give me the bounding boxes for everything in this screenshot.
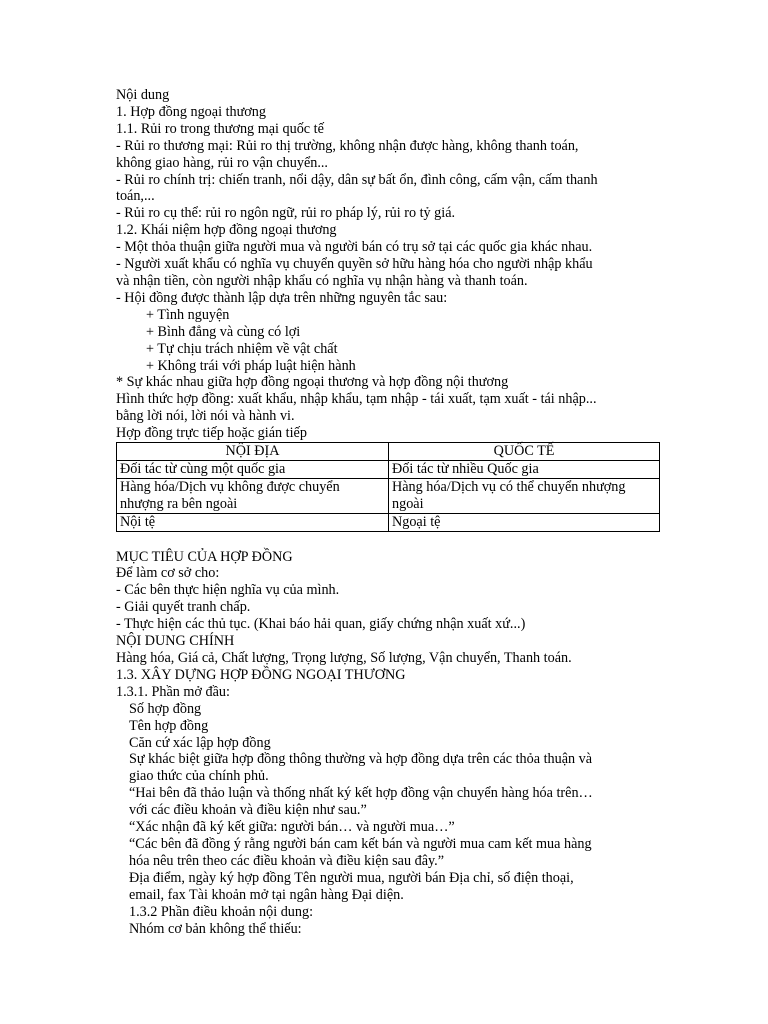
opening-section xyxy=(116,701,676,938)
text-line: Căn cứ xác lập hợp đồng xyxy=(129,734,271,751)
text-line: không giao hàng, rủi ro vận chuyển... xyxy=(116,154,328,171)
text-line: toán,... xyxy=(116,188,155,205)
objectives-section xyxy=(116,549,676,701)
principles-list xyxy=(116,307,676,375)
section-1-heading: 1. Hợp đồng ngoại thương xyxy=(116,103,266,120)
comparison-intro xyxy=(116,374,676,442)
text-line: - Một thỏa thuận giữa người mua và người bán có trụ sở tại các quốc gia khác nhau. xyxy=(116,239,593,256)
text-line: giao thức của chính phủ. xyxy=(129,768,269,785)
section-1-3-1-heading: 1.3.1. Phần mở đầu: xyxy=(116,683,230,700)
section-1-2-heading: 1.2. Khái niệm hợp đồng ngoại thương xyxy=(116,222,337,239)
text-line: Nhóm cơ bản không thể thiếu: xyxy=(129,920,302,937)
text-line: “Các bên đã đồng ý rằng người bán cam kết bán và người mua cam kết mua hàng xyxy=(129,835,592,852)
text-line: hóa nêu trên theo các điều khoản và điều kiện sau đây.” xyxy=(129,852,445,869)
text-line: email, fax Tài khoản mở tại ngân hàng Đại diện. xyxy=(129,886,404,903)
text-line: - Rủi ro chính trị: chiến tranh, nổi dậy, dân sự bất ổn, đình công, cấm vận, cấm thanh xyxy=(116,171,598,188)
text-line: Số hợp đồng xyxy=(129,700,202,717)
document-page xyxy=(116,87,676,937)
table-cell: Nội tệ xyxy=(117,513,389,531)
text-line: Hàng hóa, Giá cả, Chất lượng, Trọng lượng, Số lượng, Vận chuyển, Thanh toán. xyxy=(116,650,572,666)
table-header-cell: NỘI ĐỊA xyxy=(117,443,389,461)
text-line: Địa điểm, ngày ký hợp đồng Tên người mua, người bán Địa chỉ, số điện thoại, xyxy=(129,869,574,886)
text-line: * Sự khác nhau giữa hợp đồng ngoại thương và hợp đồng nội thương xyxy=(116,374,509,391)
text-line: Hợp đồng trực tiếp hoặc gián tiếp xyxy=(116,425,307,442)
comparison-table xyxy=(116,442,660,532)
text-line: - Thực hiện các thủ tục. (Khai báo hải quan, giấy chứng nhận xuất xứ...) xyxy=(116,616,526,633)
table-cell: Hàng hóa/Dịch vụ không được chuyển nhượng ra bên ngoài xyxy=(117,478,389,513)
table-row xyxy=(117,513,660,531)
section-1-3-heading: 1.3. XÂY DỰNG HỢP ĐỒNG NGOẠI THƯƠNG xyxy=(116,666,406,683)
section-1-1-heading: 1.1. Rủi ro trong thương mại quốc tế xyxy=(116,120,324,137)
main-content-heading: NỘI DUNG CHÍNH xyxy=(116,633,235,650)
table-cell: Đối tác từ cùng một quốc gia xyxy=(117,460,389,478)
objectives-heading: MỤC TIÊU CỦA HỢP ĐỒNG xyxy=(116,548,293,565)
principle-item: + Tự chịu trách nhiệm về vật chất xyxy=(146,340,338,357)
text-line: - Các bên thực hiện nghĩa vụ của mình. xyxy=(116,582,340,599)
spacer xyxy=(116,532,676,549)
principle-item: + Tình nguyện xyxy=(146,306,230,323)
table-header-row xyxy=(117,443,660,461)
text-line: Hình thức hợp đồng: xuất khẩu, nhập khẩu, tạm nhập - tái xuất, tạm xuất - tái nhập... xyxy=(116,391,597,408)
text-line: Tên hợp đồng xyxy=(129,717,209,734)
text-line: “Hai bên đã thảo luận và thống nhất ký kết hợp đồng vận chuyển hàng hóa trên… xyxy=(129,785,593,802)
principle-item: + Không trái với pháp luật hiện hành xyxy=(146,357,356,374)
table-row xyxy=(117,478,660,513)
content-heading: Nội dung xyxy=(116,87,170,103)
section-1-3-2-heading: 1.3.2 Phần điều khoản nội dung: xyxy=(129,903,314,920)
table-cell: Đối tác từ nhiều Quốc gia xyxy=(389,460,660,478)
table-cell: Ngoại tệ xyxy=(389,513,660,531)
table-header-cell: QUỐC TẾ xyxy=(389,443,660,461)
text-line: - Hội đồng được thành lập dựa trên những nguyên tắc sau: xyxy=(116,289,448,306)
text-line: - Người xuất khẩu có nghĩa vụ chuyển quyền sở hữu hàng hóa cho người nhập khẩu xyxy=(116,256,593,273)
text-line: - Rủi ro cụ thể: rủi ro ngôn ngữ, rủi ro pháp lý, rủi ro tỷ giá. xyxy=(116,205,456,222)
text-line: với các điều khoản và điều kiện như sau.” xyxy=(129,802,367,819)
text-line: Để làm cơ sở cho: xyxy=(116,565,220,582)
text-line: - Giải quyết tranh chấp. xyxy=(116,599,251,616)
principle-item: + Bình đẳng và cùng có lợi xyxy=(146,323,301,340)
text-line: bằng lời nói, lời nói và hành vi. xyxy=(116,408,295,425)
text-line: “Xác nhận đã ký kết giữa: người bán… và người mua…” xyxy=(129,819,455,836)
text-line: Sự khác biệt giữa hợp đồng thông thường và hợp đồng dựa trên các thỏa thuận và xyxy=(129,751,593,768)
table-row xyxy=(117,460,660,478)
text-line: và nhận tiền, còn người nhập khẩu có nghĩa vụ nhận hàng và thanh toán. xyxy=(116,272,528,289)
table-cell: Hàng hóa/Dịch vụ có thể chuyển nhượng ngoài xyxy=(389,478,660,513)
text-line: - Rủi ro thương mại: Rủi ro thị trường, không nhận được hàng, không thanh toán, xyxy=(116,137,579,154)
intro-section xyxy=(116,87,676,307)
